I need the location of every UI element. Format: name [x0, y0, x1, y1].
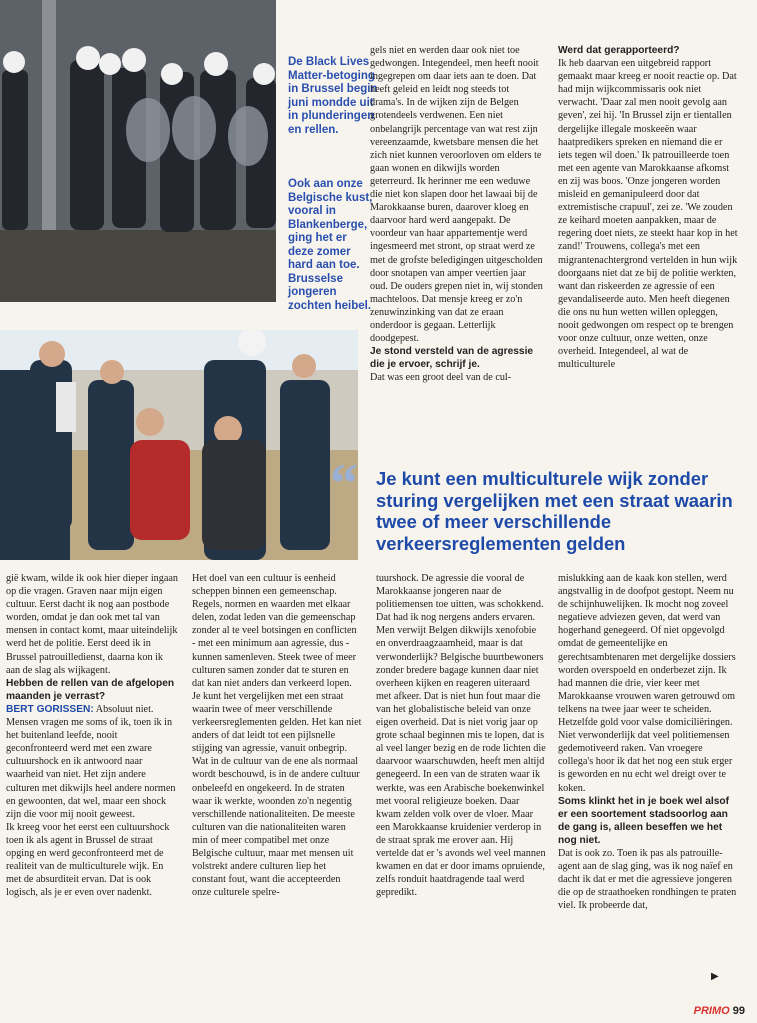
paragraph: gels niet en werden daar ook niet toe gedwongen. Integendeel, men heeft nooit ingegrepen om daar iets aan te doen. Dat heeft geleid en leidt nog steeds tot drama's. In de wijken zijn de Belgen grotendeels verdwenen. Een niet onbelangrijk percentage van wat rest zijn vereenzaamde, kwetsbare mensen die het zich niet kunnen veroorloven om elders te gaan wonen en dikwijls worden geterreurd. Ik herinner me een weduwe die niet kon slapen door het lawaai bij de Marokkaanse buren, daarover kloeg en daarvoor hard werd aangepakt. De voordeur van haar appartementje werd ingesmeerd met stront, op straat werd ze met de grofste beledigingen uitgescholden door snotapen van amper veertien jaar oud. De ouders grepen niet in, wij stonden machteloos. Dat mensje kreeg er zo'n zenuwinzinking van dat ze eraan onderdoor is gegaan. Letterlijk doodgepest. — [370, 45, 543, 345]
speaker-name: BERT GORISSEN: — [6, 703, 94, 715]
beach-arrest-photo — [0, 330, 358, 560]
paragraph: tuurshock. De agressie die vooral de Marokkaanse jongeren naar de politiemensen toe uitten, was schokkend. Dat had ik nog nergens anders ervaren. Men verwijt Belgen dikwijls xenofobie en onverdraagzaamheid, maar is dat verwonderlijk? Belgische buurtbewoners zonder bredere bagage kunnen daar niet overheen kijken en reageren uiteraard met afkeer. Dat is niet hun fout maar die van het globalistische beleid van onze eigen overheid. Dat is niet vorig jaar op grote schaal beginnen mis te lopen, dat is al veel langer bezig en de rode lichten die daarvoor waarschuwden, heeft men altijd genegeerd. In een van de straten waar ik werkte, was een Arabische boekenwinkel met vooral religieuze boeken. Daar kwam zelden volk over de vloer. Maar een Marokkaanse kruidenier verderop in de straat sprak me erover aan. Hij vertelde dat er 's avonds wel veel mannen kwamen en dat er door imams opruiende, zelfs ronduit haatdragende taal werd gepredikt. — [376, 573, 546, 899]
paragraph: Ik heb daarvan een uitgebreid rapport gemaakt maar kreeg er nooit reactie op. Dat had mijn wijkcommissaris ook niet verwacht. 'Daar zal men nooit gevolg aan geven', zei hij. 'In Brussel zijn er tientallen dergelijke illegale moskeeën waar haatpredikers spreken en niemand die er iets tegen wil doen.' Ik patrouilleerde toen met een agente van Marokkaanse afkomst en zij was boos. 'Onze jongeren worden misleid en gemanipuleerd door dat extremistische crapuul', zei ze. 'We zouden ze keihard moeten aanpakken, maar de regering doet niets, ze steekt haar kop in het zand!' Trouwens, collega's met een migrantenachtergrond vertelden in hun wijk doorgaans niet dat ze bij de politie werkten, want dan riskeerden ze agressie of een gevandaliseerde auto. Men heeft diegenen die ons nu hun wetten willen opleggen, nooit gedwongen om respect op te brengen voor onze cultuur, onze wetten, onze overheid. Integendeel, al wat de multiculturele — [558, 58, 738, 371]
answer-text: Absoluut niet. Mensen vragen me soms of ik, toen ik in het buitenland leefde, nooit geconfronteerd werd met een zware cultuurshock en ik antwoord naar waarheid van niet. Het zijn andere culturen met dikwijls heel andere normen en gewoonten, dat wel, maar een shock zijn die voor mij nooit geweest. — [6, 703, 176, 820]
quote-mark-icon: “ — [330, 453, 358, 515]
beach-arrest-illustration — [0, 330, 358, 560]
paragraph: Dat was een groot deel van de cul- — [370, 372, 512, 384]
question-heading: Werd dat gerapporteerd? — [558, 45, 680, 56]
question-heading: Soms klinkt het in je boek wel alsof er een soortement stadsoorlog aan de gang is, alleen beseffen we het nog niet. — [558, 795, 729, 846]
riot-police-illustration — [0, 0, 276, 302]
continue-arrow-icon: ▶ — [711, 971, 719, 982]
page-number: 99 — [732, 1005, 745, 1017]
page-footer — [694, 1005, 745, 1017]
question-heading: Hebben de rellen van de afgelopen maanden je verrast? — [6, 677, 175, 702]
article-column-lower-1 — [6, 572, 178, 899]
magazine-brand: PRIMO — [693, 1005, 730, 1017]
paragraph: Ik kreeg voor het eerst een cultuurshock toen ik als agent in Brussel de straat opging en werd geconfronteerd met de realiteit van de multiculturele wijk. En met de absurditeit ervan. Dat is ook logisch, als je er even over nadenkt. — [6, 821, 170, 899]
article-column-lower-4 — [558, 572, 738, 912]
article-column-lower-2 — [192, 572, 362, 899]
riot-police-photo — [0, 0, 276, 302]
paragraph: Het doel van een cultuur is eenheid scheppen binnen een gemeenschap. Regels, normen en waarden met elkaar delen, zodat leden van die gemeenschap zonder al te veel botsingen en conflicten - met een minimum aan agressie, dus - kunnen samenleven. Steek twee of meer culturen samen zonder dat te sturen en dat kan niet anders dan verkeerd lopen. Je kunt het vergelijken met een straat waarin twee of meer verschillende verkeersreglementen gelden. Het kan niet anders of dat leidt tot een pijlsnelle stijging van agressie, vanuit onbegrip. Wat in de cultuur van de ene als normaal wordt beschouwd, is in de andere cultuur onbeleefd en ongekeerd. In de straten waar ik werkte, woonden zo'n negentig verschillende nationaliteiten. De meeste culturen van die nationaliteiten waren min of meer compatibel met onze Belgische cultuur, maar met mensen uit volstrekt andere culturen liep het constant fout, want die accepteerden onze culturele spelre- — [192, 573, 362, 899]
paragraph: Dat is ook zo. Toen ik pas als patrouille-agent aan de slag ging, was ik nog naïef en dacht ik dat er met die agressieve jongeren die op de straathoeken rondhingen te praten viel. Ik probeerde dat, — [558, 847, 737, 912]
article-column-upper-2 — [558, 44, 738, 371]
pull-quote: Je kunt een multiculturele wijk zonder sturing vergelijken met een straat waarin twee of meer verschillende verkeersreglementen gelden — [376, 468, 733, 554]
paragraph: gië kwam, wilde ik ook hier dieper ingaan op die vragen. Graven naar mijn eigen cultuur. Eerst dacht ik nog aan postbode worden, omdat je dan ook met tal van mensen in contact komt, maar uiteindelijk werd het de politie. Eerst deed ik in Brussel patrouilledienst, daarna kon ik aan de slag als wijkagent. — [6, 573, 179, 676]
article-column-lower-3 — [376, 572, 546, 899]
article-column-upper-1 — [370, 44, 544, 384]
question-heading: Je stond versteld van de agressie die je ervoer, schrijf je. — [370, 346, 534, 371]
paragraph — [6, 703, 178, 821]
paragraph: mislukking aan de kaak kon stellen, werd angstvallig in de doofpot gestopt. Neem nu de schijnhuwelijken. Ik mocht nog zoveel negatieve adviezen geven, dat werd van hogerhand genegeerd. Of niet opgevolgd omdat de gemeentelijke en gerechtsambtenaren met dergelijke dossiers worden overspoeld en onderbezet zijn. Ik had mannen die drie, vier keer met Marokkaanse vrouwen waren getrouwd om telkens na twee jaar weer te scheiden. Hetzelfde gold voor valse domiciliëringen. Niet verwonderlijk dat veel politiemensen gedemotiveerd raken. Van vroegere collega's hoor ik dat het nog een stuk erger is geworden en nu echt wel dreigt over te koken. — [558, 573, 736, 794]
caption-top: De Black Lives Matter-betoging in Brussel begin juni mondde uit in plunderingen en rellen. — [288, 56, 378, 136]
caption-bottom: Ook aan onze Belgische kust, vooral in Blankenberge, ging het er deze zomer hard aan toe. Brusselse jongeren zochten heibel. — [288, 178, 373, 312]
